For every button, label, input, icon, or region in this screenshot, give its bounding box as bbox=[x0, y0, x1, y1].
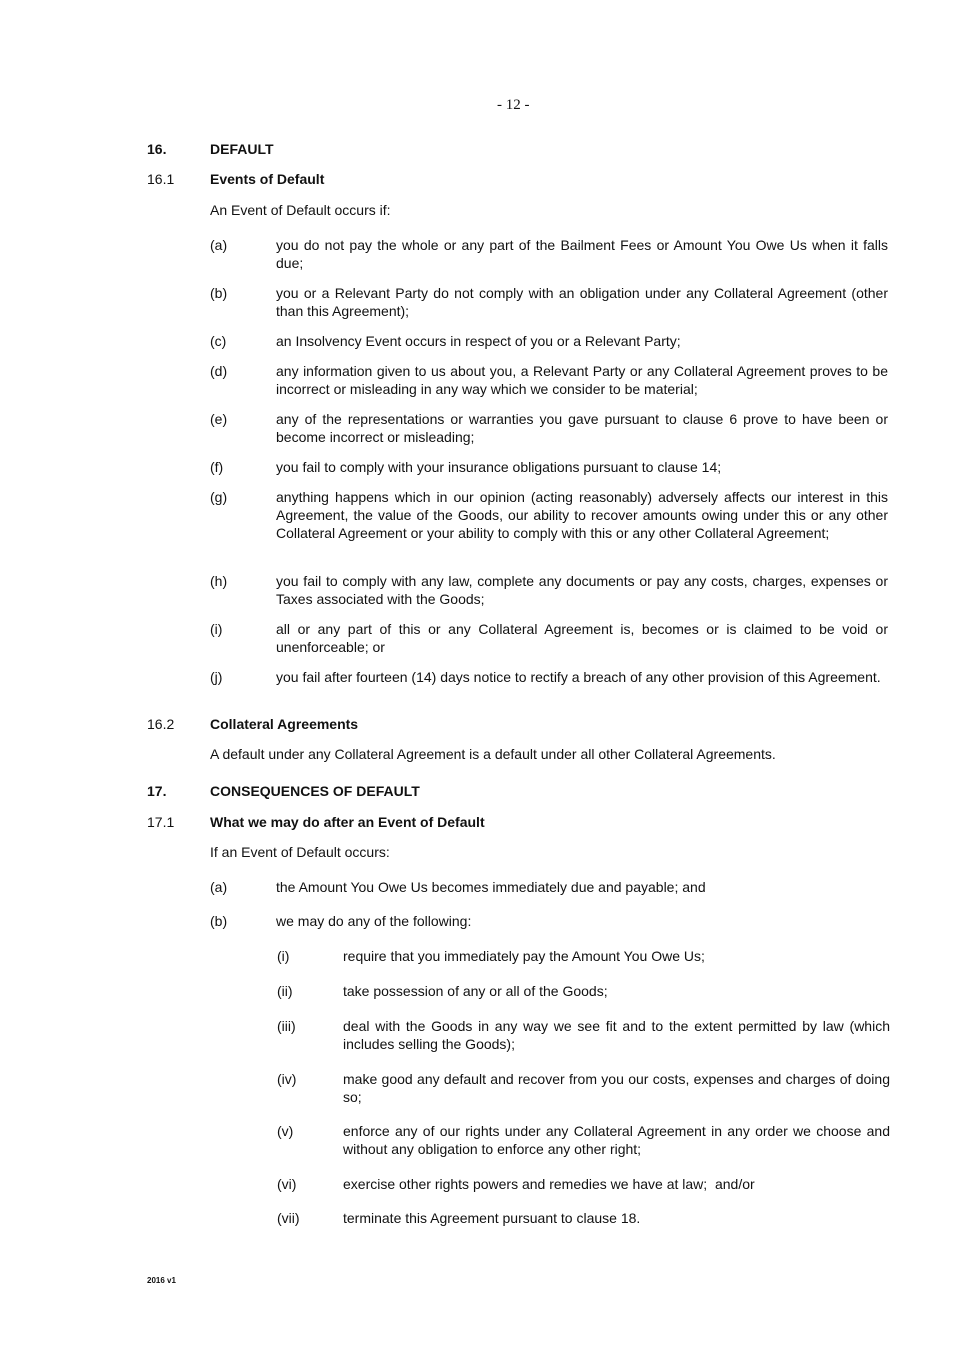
item-text: you fail after fourteen (14) days notice to rectify a breach of any other provision of this Agreement. bbox=[276, 669, 881, 685]
subitem-text: require that you immediately pay the Amount You Owe Us; bbox=[343, 948, 705, 964]
subitem-label: (iii) bbox=[277, 1018, 296, 1034]
subitem-text: enforce any of our rights under any Collateral Agreement in any order we choose and without any obligation to enforce any other right; bbox=[343, 1123, 890, 1157]
item-text: you or a Relevant Party do not comply with an obligation under any Collateral Agreement (other than this Agreement); bbox=[276, 285, 888, 319]
section-16-title: DEFAULT bbox=[210, 141, 274, 157]
clause-17-1-title: What we may do after an Event of Default bbox=[210, 814, 485, 830]
item-text: an Insolvency Event occurs in respect of you or a Relevant Party; bbox=[276, 333, 681, 349]
subitem-text: exercise other rights powers and remedies we have at law; and/or bbox=[343, 1176, 755, 1192]
subitem-text: deal with the Goods in any way we see fit and to the extent permitted by law (which includes selling the Goods); bbox=[343, 1018, 890, 1052]
item-text: we may do any of the following: bbox=[276, 913, 472, 929]
subitem-label: (i) bbox=[277, 948, 290, 964]
item-label: (f) bbox=[210, 459, 224, 475]
clause-16-1-number: 16.1 bbox=[147, 171, 175, 187]
item-label: (b) bbox=[210, 913, 228, 929]
subitem-text: take possession of any or all of the Goods; bbox=[343, 983, 608, 999]
item-label: (a) bbox=[210, 237, 228, 253]
subitem-text: make good any default and recover from you our costs, expenses and charges of doing so; bbox=[343, 1071, 890, 1105]
item-text: you fail to comply with any law, complete any documents or pay any costs, charges, expenses or Taxes associated with the Goods; bbox=[276, 573, 888, 607]
item-text: anything happens which in our opinion (acting reasonably) adversely affects our interest in this Agreement, the value of the Goods, our ability to recover amounts owing under this or any other Collateral Agreement or your ability to comply with this or any other Collateral Agreement; bbox=[276, 489, 888, 541]
subitem-label: (v) bbox=[277, 1123, 294, 1139]
item-label: (d) bbox=[210, 363, 228, 379]
item-label: (h) bbox=[210, 573, 228, 589]
item-label: (c) bbox=[210, 333, 227, 349]
item-label: (a) bbox=[210, 879, 228, 895]
item-text: all or any part of this or any Collateral Agreement is, becomes or is claimed to be void or unenforceable; or bbox=[276, 621, 888, 655]
item-text: any information given to us about you, a Relevant Party or any Collateral Agreement proves to be incorrect or misleading in any way which we consider to be material; bbox=[276, 363, 888, 397]
subitem-label: (vii) bbox=[277, 1210, 300, 1226]
clause-17-1-number: 17.1 bbox=[147, 814, 175, 830]
item-text: you fail to comply with your insurance obligations pursuant to clause 14; bbox=[276, 459, 722, 475]
section-17-title: CONSEQUENCES OF DEFAULT bbox=[210, 783, 420, 799]
subitem-label: (iv) bbox=[277, 1071, 297, 1087]
subitem-label: (ii) bbox=[277, 983, 293, 999]
section-16-number: 16. bbox=[147, 141, 167, 157]
item-text: you do not pay the whole or any part of the Bailment Fees or Amount You Owe Us when it falls due; bbox=[276, 237, 888, 271]
subitem-label: (vi) bbox=[277, 1176, 297, 1192]
clause-16-1-intro: An Event of Default occurs if: bbox=[210, 202, 391, 218]
page-number: - 12 - bbox=[497, 97, 530, 113]
clause-16-2-number: 16.2 bbox=[147, 716, 175, 732]
section-17-number: 17. bbox=[147, 783, 167, 799]
item-text: the Amount You Owe Us becomes immediately due and payable; and bbox=[276, 879, 706, 895]
subitem-text: terminate this Agreement pursuant to clause 18. bbox=[343, 1210, 641, 1226]
item-label: (e) bbox=[210, 411, 228, 427]
footer-version: 2016 v1 bbox=[147, 1276, 176, 1285]
item-label: (i) bbox=[210, 621, 223, 637]
item-label: (g) bbox=[210, 489, 228, 505]
clause-16-2-title: Collateral Agreements bbox=[210, 716, 359, 732]
item-text: any of the representations or warranties you gave pursuant to clause 6 prove to have been or become incorrect or misleading; bbox=[276, 411, 888, 445]
clause-16-2-text: A default under any Collateral Agreement is a default under all other Collateral Agreements. bbox=[210, 746, 776, 762]
clause-17-1-intro: If an Event of Default occurs: bbox=[210, 844, 390, 860]
item-label: (j) bbox=[210, 669, 223, 685]
clause-16-1-title: Events of Default bbox=[210, 171, 325, 187]
item-label: (b) bbox=[210, 285, 228, 301]
